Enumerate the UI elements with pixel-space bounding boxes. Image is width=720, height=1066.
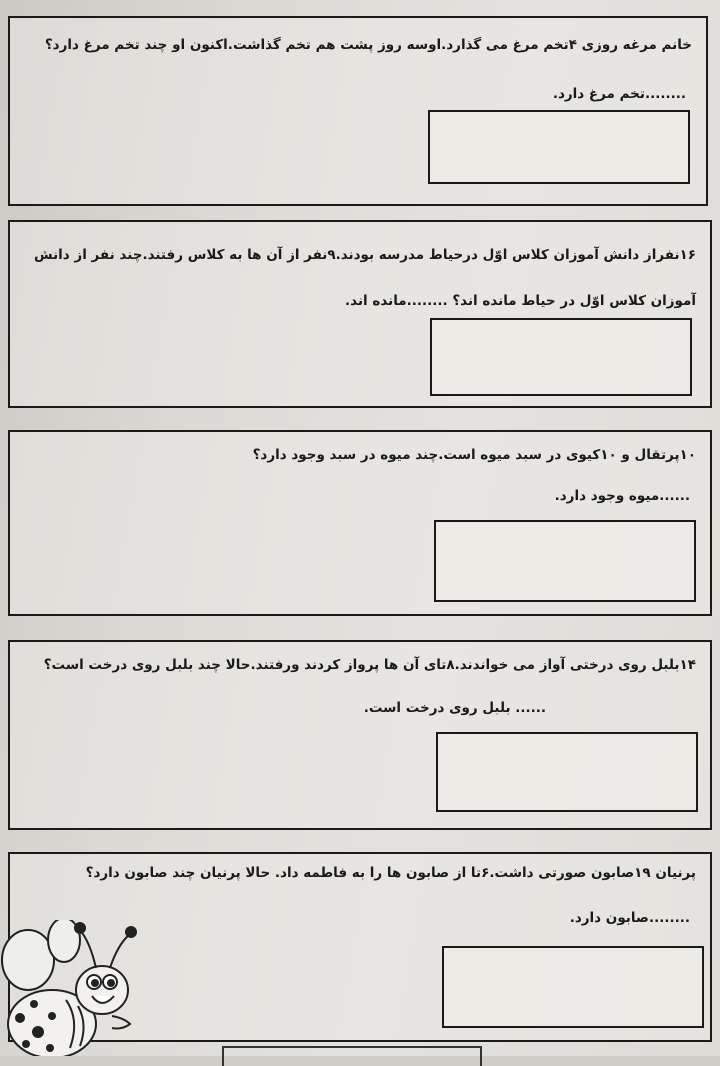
problem-3-question: ۱۰پرتقال و ۱۰کیوی در سبد میوه است.چند میوه در سبد وجود دارد؟ — [252, 447, 696, 463]
problem-4-answer-line: ...... بلبل روی درخت است. — [363, 700, 546, 716]
problem-5-answer-line: ........صابون دارد. — [569, 910, 690, 926]
problem-3-answer-line: ......میوه وجود دارد. — [554, 488, 690, 504]
problem-card-3 — [8, 430, 712, 616]
problem-card-1 — [8, 16, 708, 206]
problem-card-2 — [8, 220, 712, 408]
problem-1-question: خانم مرغه روزی ۴تخم مرغ می گذارد.اوسه روز پشت هم تخم گذاشت.اکنون او چند تخم مرغ دارد؟ — [44, 37, 692, 53]
problem-1-answer-line: ........تخم مرغ دارد. — [552, 86, 686, 102]
bee-cartoon-icon — [0, 920, 140, 1060]
problem-1-answer-box[interactable] — [428, 110, 690, 184]
problem-4-answer-box[interactable] — [436, 732, 698, 812]
problem-card-4 — [8, 640, 712, 830]
problem-2-question: ۱۶نفراز دانش آموزان کلاس اوّل درحیاط مدرسه بودند.۹نفر از آن ها به کلاس رفتند.چند نفر از دانش آموزان کلاس اوّل در حیاط مانده اند؟ ........مانده اند. — [34, 247, 696, 309]
problem-5-answer-box[interactable] — [442, 946, 704, 1028]
problem-2-answer-box[interactable] — [430, 318, 692, 396]
problem-3-answer-box[interactable] — [434, 520, 696, 602]
problem-5-question: پرنیان ۱۹صابون صورتی داشت.۶تا از صابون ها را به فاطمه داد. حالا پرنیان چند صابون دارد؟ — [85, 865, 696, 881]
problem-4-question: ۱۴بلبل روی درختی آواز می خواندند.۸تای آن ها پرواز کردند ورفتند.حالا چند بلبل روی درخت است؟ — [43, 657, 696, 673]
footer-frame — [222, 1046, 482, 1066]
